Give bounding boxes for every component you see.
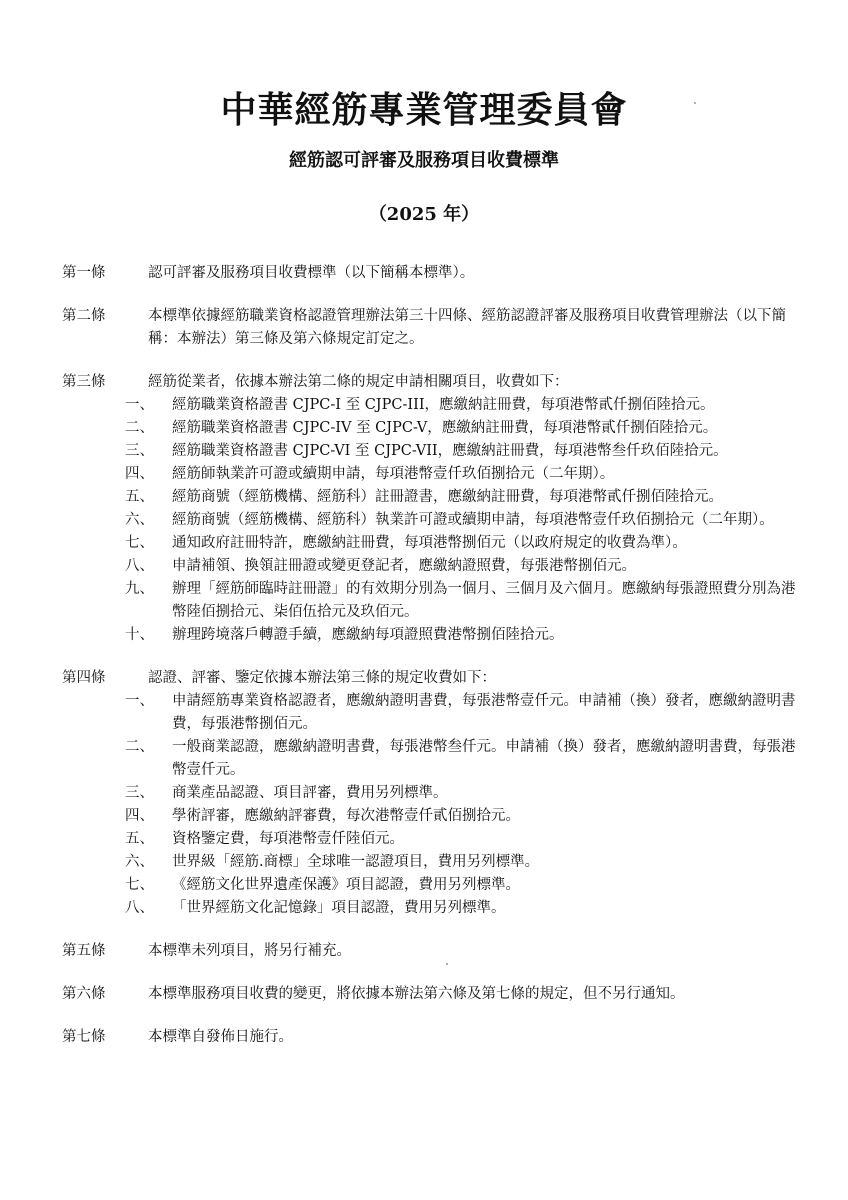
- item-number: 十、: [125, 627, 154, 643]
- item-text: 辦理「經筋師臨時註冊證」的有效期分別為一個月、三個月及六個月。應繳納每張證照費分別為港幣陸佰捌拾元、柒佰伍拾元及玖佰元。: [172, 581, 796, 620]
- article-item: [92, 624, 802, 647]
- item-number: 八、: [125, 900, 154, 916]
- article: [62, 262, 802, 285]
- item-number: 三、: [125, 443, 154, 459]
- item-number: 一、: [125, 397, 154, 413]
- scan-speck: [694, 102, 696, 104]
- article-label: 第五條: [62, 943, 106, 959]
- item-text: 一般商業認證，應繳納證明書費，每張港幣叁仟元。申請補（換）發者，應繳納證明書費，每張港幣壹仟元。: [172, 739, 796, 778]
- article-text: 認證、評審、鑒定依據本辦法第三條的規定收費如下：: [148, 670, 496, 686]
- article: [62, 940, 802, 963]
- article-item: [92, 394, 802, 417]
- item-text: 通知政府註冊特許，應繳納註冊費，每項港幣捌佰元（以政府規定的收費為準）。: [172, 535, 687, 551]
- article-text: 認可評審及服務項目收費標準（以下簡稱本標準）。: [148, 265, 475, 281]
- article-item: [92, 509, 802, 532]
- item-text: 世界級「經筋.商標」全球唯一認證項目，費用另列標準。: [172, 854, 540, 870]
- article-content: [148, 1026, 802, 1049]
- article-item: [92, 463, 802, 486]
- article-item: [92, 532, 802, 555]
- item-number: 四、: [125, 466, 154, 482]
- article-content: [148, 940, 802, 963]
- article: [62, 983, 802, 1006]
- article-text: 本標準未列項目，將另行補充。: [148, 943, 351, 959]
- item-text: 申請經筋專業資格認證者，應繳納證明書費，每張港幣壹仟元。申請補（換）發者，應繳納證明書費，每張港幣捌佰元。: [172, 693, 796, 732]
- article-content: [125, 371, 802, 647]
- article-item: [92, 417, 802, 440]
- item-text: 經筋職業資格證書 CJPC-IV 至 CJPC-V，應繳納註冊費，每項港幣貳仟捌佰陸拾元。: [172, 420, 718, 436]
- article-item: [92, 440, 802, 463]
- article-label: 第七條: [62, 1029, 106, 1045]
- article-content: [148, 305, 802, 351]
- item-number: 三、: [125, 785, 154, 801]
- item-number: 五、: [125, 831, 154, 847]
- article-text: 本標準自發佈日施行。: [148, 1029, 293, 1045]
- item-text: 學術評審，應繳納評審費，每次港幣壹仟貳佰捌拾元。: [172, 808, 520, 824]
- item-number: 四、: [125, 808, 154, 824]
- article: [62, 667, 802, 920]
- item-text: 辦理跨境落戶轉證手續，應繳納每項證照費港幣捌佰陸拾元。: [172, 627, 564, 643]
- item-text: 經筋職業資格證書 CJPC-VI 至 CJPC-VII，應繳納註冊費，每項港幣叁仟玖佰陸拾元。: [172, 443, 728, 459]
- article-item: [92, 851, 802, 874]
- article-item: [92, 805, 802, 828]
- item-number: 二、: [125, 420, 154, 436]
- document-year: （2025 年）: [368, 204, 480, 225]
- articles-list: [62, 262, 802, 1069]
- article-items: [92, 394, 802, 647]
- article-content: [148, 983, 802, 1006]
- item-number: 二、: [125, 739, 154, 755]
- article-text: 本標準依據經筋職業資格認證管理辦法第三十四條、經筋認證評審及服務項目收費管理辦法（以下簡稱：本辦法）第三條及第六條規定訂定之。: [148, 308, 786, 347]
- article-label: 第六條: [62, 986, 106, 1002]
- document-title: 中華經筋專業管理委員會: [220, 90, 628, 131]
- article-text: 本標準服務項目收費的變更，將依據本辦法第六條及第七條的規定，但不另行通知。: [148, 986, 685, 1002]
- item-text: 申請補領、換領註冊證或變更登記者，應繳納證照費，每張港幣捌佰元。: [172, 558, 636, 574]
- item-text: 經筋商號（經筋機構、經筋科）註冊證書，應繳納註冊費，每項港幣貳仟捌佰陸拾元。: [172, 489, 723, 505]
- item-text: 商業產品認證、項目評審，費用另列標準。: [172, 785, 448, 801]
- article: [62, 1026, 802, 1049]
- article-content: [148, 262, 802, 285]
- article-item: [92, 828, 802, 851]
- article-item: [92, 782, 802, 805]
- item-number: 七、: [125, 535, 154, 551]
- article-item: [92, 874, 802, 897]
- article-item: [92, 897, 802, 920]
- item-number: 六、: [125, 512, 154, 528]
- article-label: 第三條: [62, 374, 106, 390]
- item-text: 「世界經筋文化記憶錄」項目認證，費用另列標準。: [172, 900, 506, 916]
- item-number: 七、: [125, 877, 154, 893]
- article-content: [125, 667, 802, 920]
- article-item: [92, 690, 802, 736]
- item-text: 《經筋文化世界遺產保護》項目認證，費用另列標準。: [172, 877, 520, 893]
- item-number: 六、: [125, 854, 154, 870]
- item-text: 經筋商號（經筋機構、經筋科）執業許可證或續期申請，每項港幣壹仟玖佰捌拾元（二年期）。: [172, 512, 774, 528]
- article-items: [92, 690, 802, 920]
- item-text: 經筋師執業許可證或續期申請，每項港幣壹仟玖佰捌拾元（二年期）。: [172, 466, 615, 482]
- item-number: 五、: [125, 489, 154, 505]
- article-label: 第四條: [62, 670, 106, 686]
- item-text: 資格鑒定費，每項港幣壹仟陸佰元。: [172, 831, 404, 847]
- item-text: 經筋職業資格證書 CJPC-I 至 CJPC-III，應繳納註冊費，每項港幣貳仟捌佰陸拾元。: [172, 397, 715, 413]
- article: [62, 305, 802, 351]
- article-label: 第一條: [62, 265, 106, 281]
- document-subtitle: 經筋認可評審及服務項目收費標準: [289, 150, 559, 171]
- item-number: 九、: [125, 581, 154, 597]
- article-item: [92, 578, 802, 624]
- article-label: 第二條: [62, 308, 106, 324]
- article-item: [92, 736, 802, 782]
- article-item: [92, 486, 802, 509]
- item-number: 八、: [125, 558, 154, 574]
- scan-speck: [446, 963, 448, 965]
- item-number: 一、: [125, 693, 154, 709]
- article-item: [92, 555, 802, 578]
- article-text: 經筋從業者，依據本辦法第二條的規定申請相關項目，收費如下：: [148, 374, 569, 390]
- article: [62, 371, 802, 647]
